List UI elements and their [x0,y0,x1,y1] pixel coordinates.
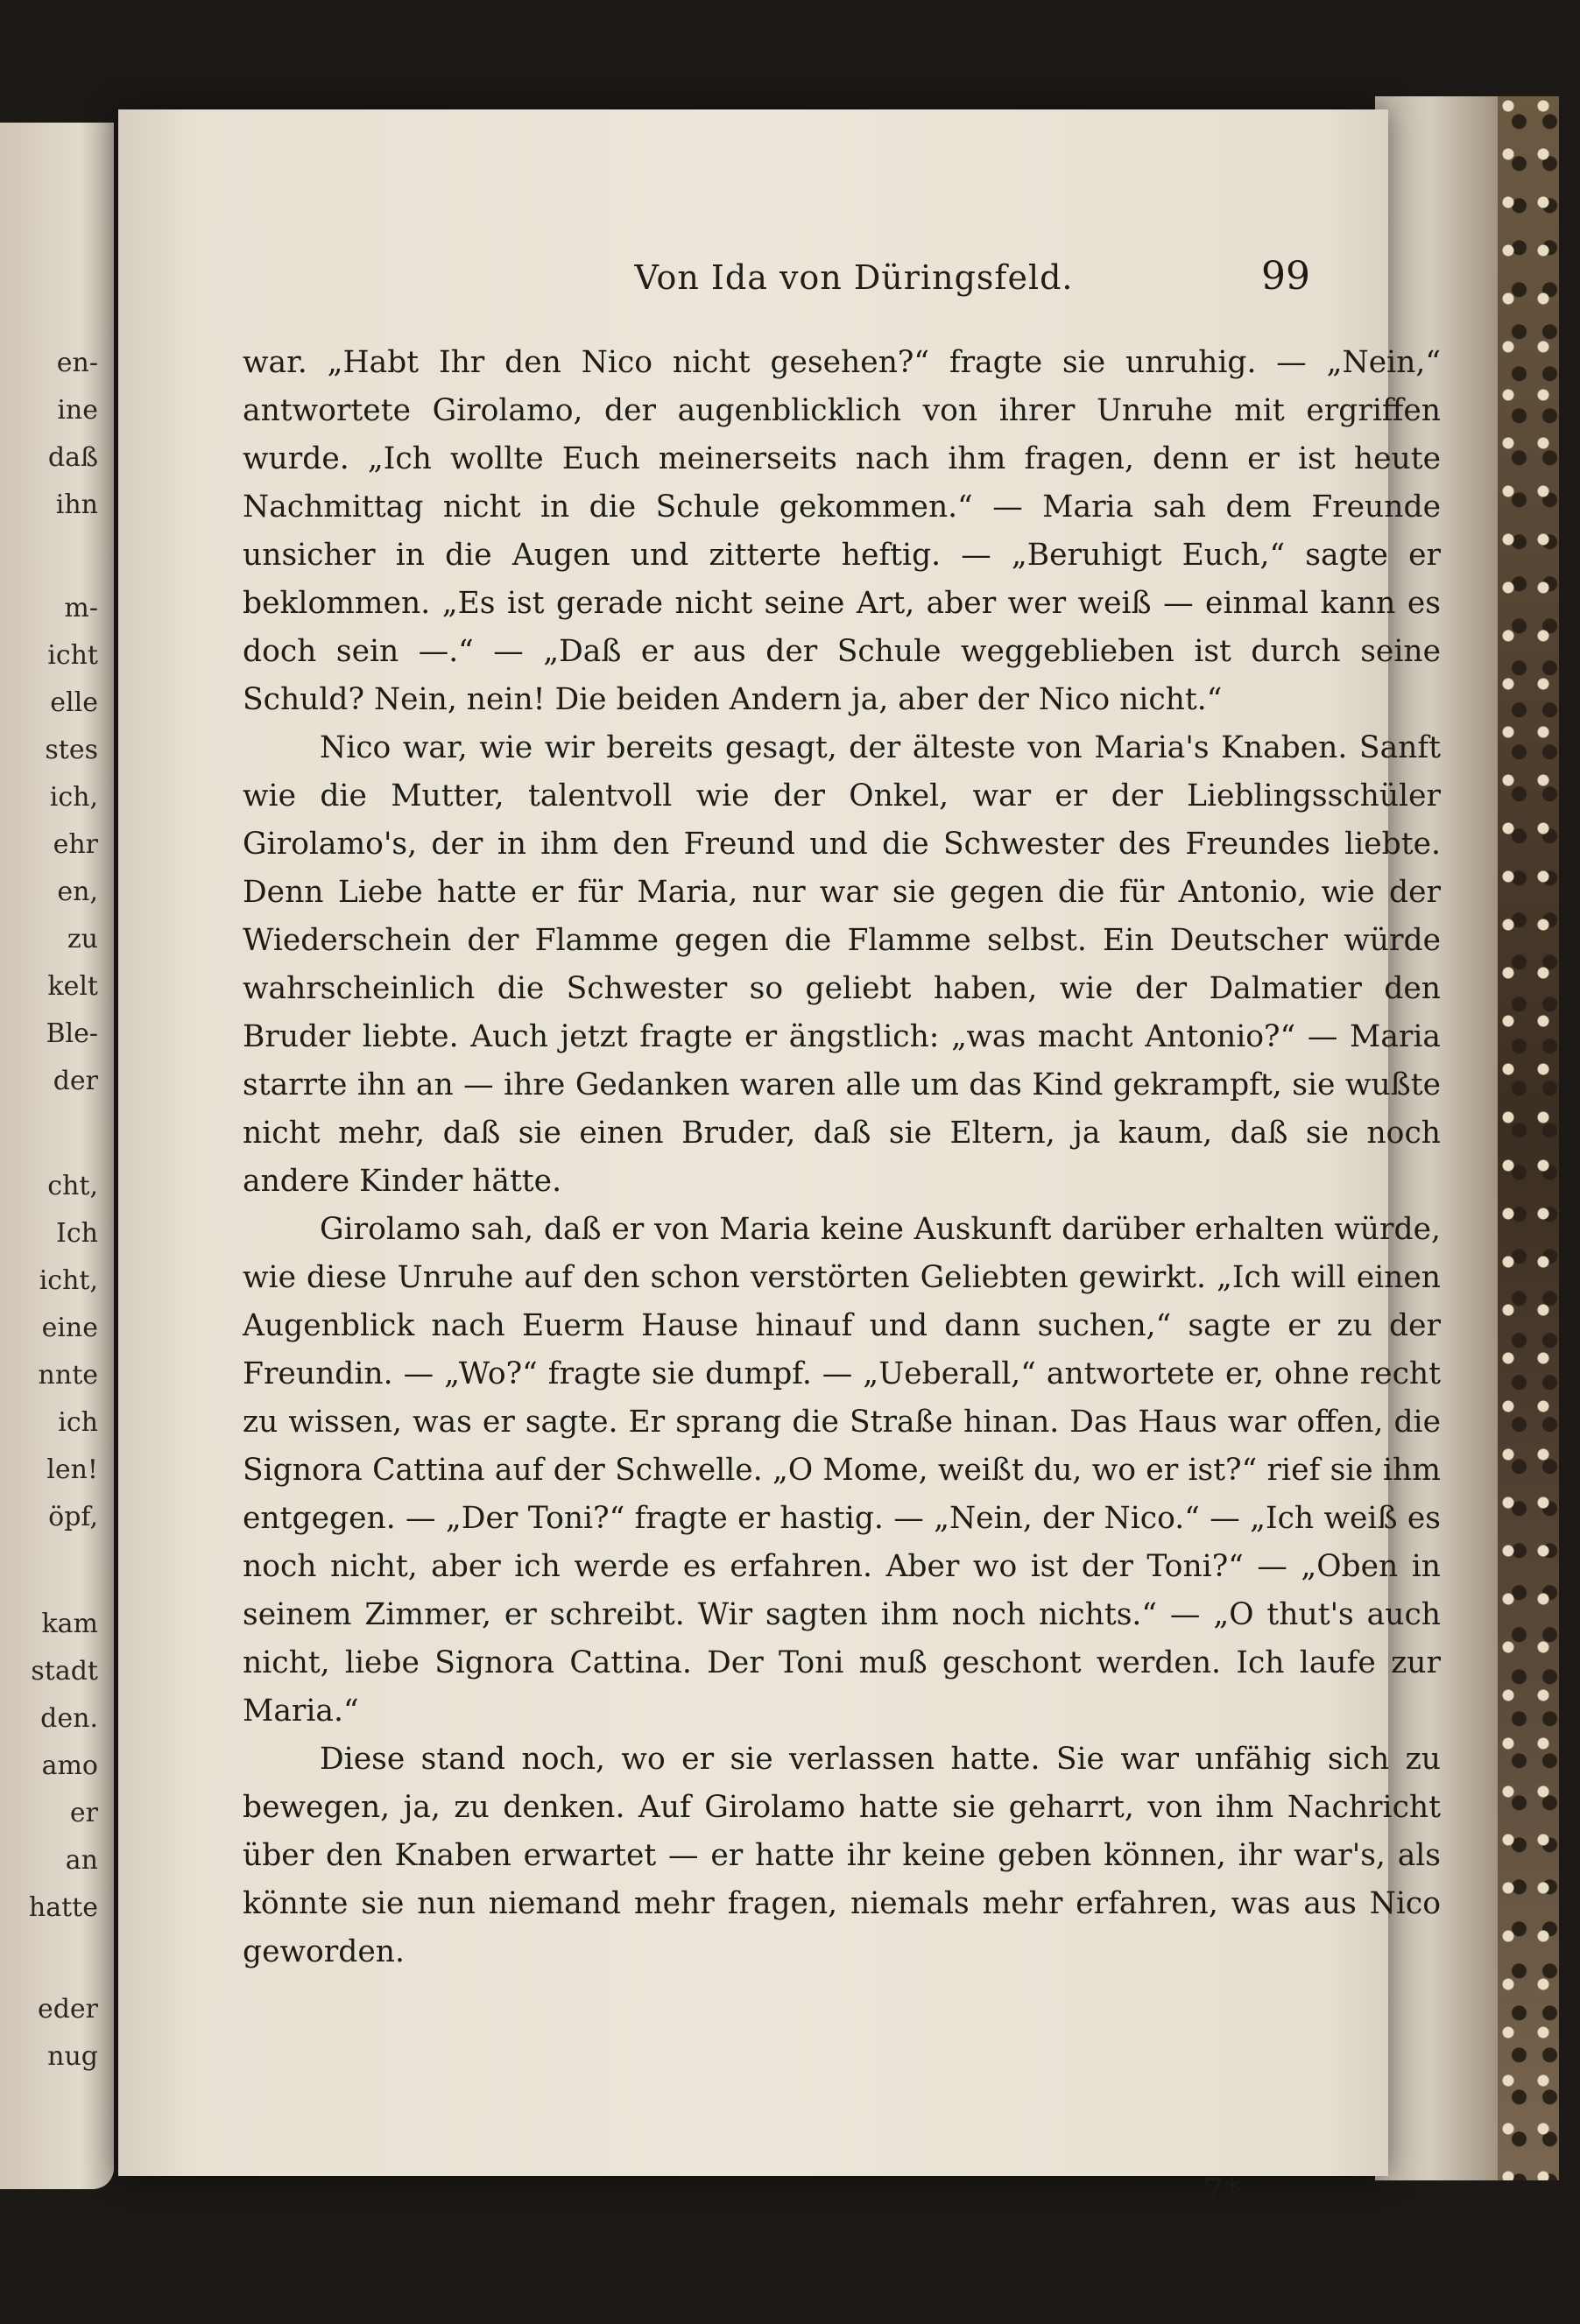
previous-page-fragment: Ble- [46,1018,98,1049]
previous-page-fragment: er [69,1798,98,1828]
previous-page-fragment: daß [47,442,98,473]
previous-page-fragment: kam [41,1609,98,1639]
previous-page-fragment: ehr [53,829,98,860]
previous-page-fragment: en- [56,348,98,378]
paragraph: war. „Habt Ihr den Nico nicht gesehen?“ fragte sie unruhig. — „Nein,“ antwortete Girolamo, der augenblicklich von ihrer Unruhe mit ergriffen wurde. „Ich wollte Euch meinerseits nach ihm fragen, denn er ist heute Nachmittag nicht in die Schule gekommen.“ — Maria sah dem Freunde unsicher in die Augen und zitterte heftig. — „Beruhigt Euch,“ sagte er beklommen. „Es ist gerade nicht seine Art, aber wer weiß — einmal kann es doch sein —.“ — „Daß er aus der Schule weggeblieben ist durch seine Schuld? Nein, nein! Die beiden Andern ja, aber der Nico nicht.“ [243,345,1441,717]
previous-page-fragment: ich, [49,782,98,813]
previous-page-fragment: icht [47,640,98,671]
previous-page-fragment: len! [46,1454,98,1485]
book-page [118,109,1441,2210]
marbled-cover-edge [1498,96,1559,2180]
previous-page-fragment: an [65,1845,98,1876]
running-title: Von Ida von Düringsfeld. [634,258,1074,297]
previous-page-fragment: öpf, [48,1502,98,1532]
previous-page-fragment: en, [57,877,98,907]
previous-page-fragment: kelt [47,971,98,1002]
printer-signature-mark: 7* [1203,2172,1241,2210]
previous-page-fragment: ihn [55,489,98,520]
previous-page-edge [0,123,114,2189]
previous-page-fragment: icht, [39,1265,98,1296]
previous-page-fragment: m- [64,593,98,623]
paragraph: Girolamo sah, daß er von Maria keine Auskunft darüber erhalten würde, wie diese Unruhe auf den schon verstörten Geliebten gewirkt. „Ich will einen Augenblick nach Euerm Hause hinauf und dann suchen,“ sagte er zu der Freundin. — „Wo?“ fragte sie dumpf. — „Ueberall,“ antwortete er, ohne recht zu wissen, was er sagte. Er sprang die Straße hinan. Das Haus war offen, die Signora Cattina auf der Schwelle. „O Mome, weißt du, wo er ist?“ rief sie ihm entgegen. — „Der Toni?“ fragte er hastig. — „Nein, der Nico.“ — „Ich weiß es noch nicht, aber ich werde es erfahren. Aber wo ist der Toni?“ — „Oben in seinem Zimmer, er schreibt. Wir sagten ihm noch nichts.“ — „O thut's auch nicht, liebe Signora Cattina. Der Toni muß geschont werden. Ich laufe zur Maria.“ [243,1212,1441,1729]
previous-page-fragment: elle [50,687,98,718]
previous-page-fragment: stadt [31,1656,98,1687]
previous-page-fragment: den. [40,1703,98,1734]
previous-page-fragment: der [53,1066,98,1096]
paragraph: Nico war, wie wir bereits gesagt, der älteste von Maria's Knaben. Sanft wie die Mutter, talentvoll wie der Onkel, war er der Lieblingsschüler Girolamo's, der in ihm den Freund und die Schwester des Freundes liebte. Denn Liebe hatte er für Maria, nur war sie gegen die für Antonio, wie der Wiederschein der Flamme gegen die Flamme selbst. Ein Deutscher würde wahrscheinlich die Schwester so geliebt haben, wie der Dalmatier den Bruder liebte. Auch jetzt fragte er ängstlich: „was macht Antonio?“ — Maria starrte ihn an — ihre Gedanken waren alle um das Kind gekrampft, sie wußte nicht mehr, daß sie einen Bruder, daß sie Eltern, ja kaum, daß sie noch andere Kinder hätte. [243,730,1441,1199]
previous-page-fragment: eine [41,1313,98,1343]
previous-page-fragment: Ich [56,1218,98,1249]
previous-page-fragment: hatte [28,1892,98,1923]
previous-page-fragment: nug [47,2041,98,2072]
previous-page-fragment: nnte [38,1360,98,1391]
previous-page-fragment: zu [67,924,98,954]
previous-page-fragment: ine [57,395,98,426]
previous-page-fragment: ich [58,1407,98,1438]
page-number: 99 [1261,254,1310,299]
previous-page-fragment: amo [41,1750,98,1781]
previous-page-fragment: stes [45,735,98,765]
body-text [243,339,1441,1976]
previous-page-fragment: eder [37,1994,98,2025]
previous-page-fragment: cht, [47,1171,98,1201]
paragraph: Diese stand noch, wo er sie verlassen hatte. Sie war unfähig sich zu bewegen, ja, zu denken. Auf Girolamo hatte sie geharrt, von ihm Nachricht über den Knaben erwartet — er hatte ihr keine geben können, ihr war's, als könnte sie nun niemand mehr fragen, niemals mehr erfahren, was aus Nico geworden. [243,1742,1441,1969]
